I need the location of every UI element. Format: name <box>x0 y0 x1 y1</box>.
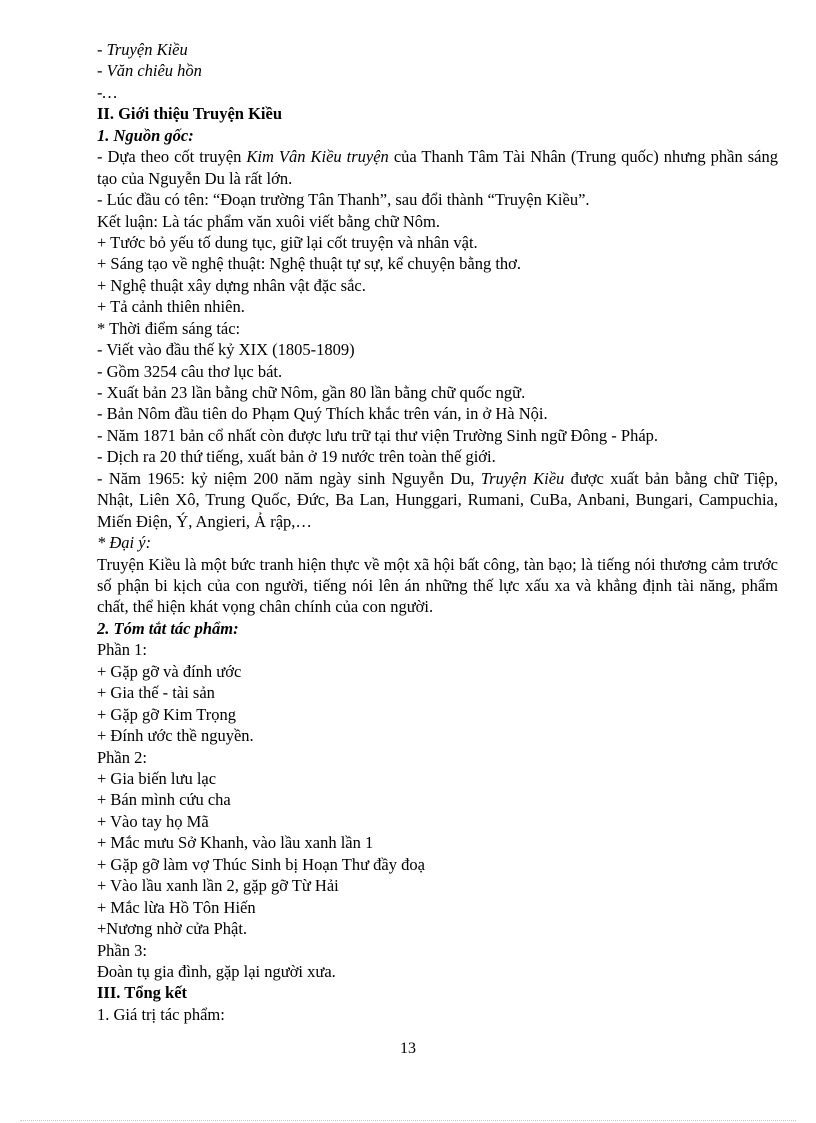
main-idea-label: * Đại ý: <box>97 533 152 553</box>
summary-line: + Mắc lừa Hồ Tôn Hiến <box>97 897 256 917</box>
section-2-heading: II. Giới thiệu Truyện Kiều <box>97 104 283 124</box>
origin-line: - Gồm 3254 câu thơ lục bát. <box>97 361 283 381</box>
summary-line: + Gia thế - tài sản <box>97 683 215 703</box>
intro-list-item: - Truyện Kiều <box>97 40 188 59</box>
origin-line: * Thời điểm sáng tác: <box>97 318 241 338</box>
origin-line: + Nghệ thuật xây dựng nhân vật đặc sắc. <box>97 275 366 295</box>
origin-line: + Tả cảnh thiên nhiên. <box>97 297 245 317</box>
section-3-item: 1. Giá trị tác phẩm: <box>97 1004 225 1024</box>
origin-line: - Viết vào đầu thế kỷ XIX (1805-1809) <box>97 340 355 360</box>
summary-line: + Mắc mưu Sở Khanh, vào lầu xanh lần 1 <box>97 833 374 853</box>
main-idea-paragraph: Truyện Kiều là một bức tranh hiện thực về một xã hội bất công, tàn bạo; là tiếng nói thương cảm trước số phận bi kịch của con người, tiếng nói lên án những thế lực xấu xa và khẳng định tài năng, phẩm chất, thể hiện khát vọng chân chính của con người. <box>97 554 778 617</box>
origin-p2-text-b: được xuất bản bằng chữ Tiệp, Nhật, Liên Xô, Trung Quốc, Đức, Ba Lan, Hunggari, Rumani, CuBa, Anbani, Bungari, Campuchia, Miến Điện, Ý, Angieri, Ả rập,… <box>97 468 779 531</box>
summary-line: + Gặp gỡ Kim Trọng <box>97 704 237 724</box>
origin-line: + Sáng tạo về nghệ thuật: Nghệ thuật tự sự, kể chuyện bằng thơ. <box>97 254 522 274</box>
summary-line: +Nương nhờ cửa Phật. <box>97 919 248 939</box>
origin-heading: 1. Nguồn gốc: <box>97 125 194 145</box>
origin-p2-text-a: - Năm 1965: kỷ niệm 200 năm ngày sinh Nguyễn Du, <box>97 468 481 488</box>
origin-line: - Bản Nôm đầu tiên do Phạm Quý Thích khắc trên ván, in ở Hà Nội. <box>97 404 548 424</box>
origin-p2-title: Truyện Kiều <box>480 468 565 488</box>
summary-line: + Bán mình cứu cha <box>97 790 231 810</box>
intro-list-item: -… <box>97 82 118 102</box>
summary-line: + Gặp gỡ và đính ước <box>97 661 242 681</box>
origin-line: - Năm 1871 bản cổ nhất còn được lưu trữ tại thư viện Trường Sinh ngữ Đông - Pháp. <box>97 425 659 445</box>
origin-p1-text-b: của Thanh Tâm Tài Nhân (Trung quốc) nhưng phần sáng tạo của Nguyễn Du là rất lớn. <box>97 147 778 188</box>
summary-line: Phần 3: <box>97 940 147 960</box>
intro-list-item: - Văn chiêu hồn <box>97 61 202 81</box>
origin-line: - Xuất bản 23 lần bằng chữ Nôm, gần 80 lần bằng chữ quốc ngữ. <box>97 383 526 403</box>
origin-p1-text-a: - Dựa theo cốt truyện <box>97 147 247 167</box>
section-3-heading: III. Tổng kết <box>97 983 188 1003</box>
page-bottom-divider <box>20 1120 796 1121</box>
summary-line: + Đính ước thề nguyền. <box>97 726 254 746</box>
origin-paragraph-2 <box>97 468 778 532</box>
origin-line: - Dịch ra 20 thứ tiếng, xuất bản ở 19 nước trên toàn thế giới. <box>97 447 496 467</box>
document-page <box>97 39 778 1025</box>
summary-line: Phần 1: <box>97 640 147 660</box>
summary-line: Phần 2: <box>97 747 147 767</box>
summary-line: + Gia biến lưu lạc <box>97 769 217 788</box>
summary-line: + Gặp gỡ làm vợ Thúc Sinh bị Hoạn Thư đầy đoạ <box>97 854 425 874</box>
page-number: 13 <box>400 1040 416 1057</box>
summary-heading: 2. Tóm tắt tác phẩm: <box>97 618 239 638</box>
origin-line: - Lúc đầu có tên: “Đoạn trường Tân Thanh”, sau đổi thành “Truyện Kiều”. <box>97 190 590 210</box>
summary-line: + Vào tay họ Mã <box>97 811 209 831</box>
summary-line: Đoàn tụ gia đình, gặp lại người xưa. <box>97 961 336 981</box>
summary-line: + Vào lầu xanh lần 2, gặp gỡ Từ Hải <box>97 876 339 896</box>
origin-paragraph-1 <box>97 146 778 189</box>
origin-line: + Tước bỏ yếu tố dung tục, giữ lại cốt truyện và nhân vật. <box>97 232 478 252</box>
origin-p1-title: Kim Vân Kiều truyện <box>246 147 389 167</box>
origin-line: Kết luận: Là tác phẩm văn xuôi viết bằng chữ Nôm. <box>97 211 440 231</box>
